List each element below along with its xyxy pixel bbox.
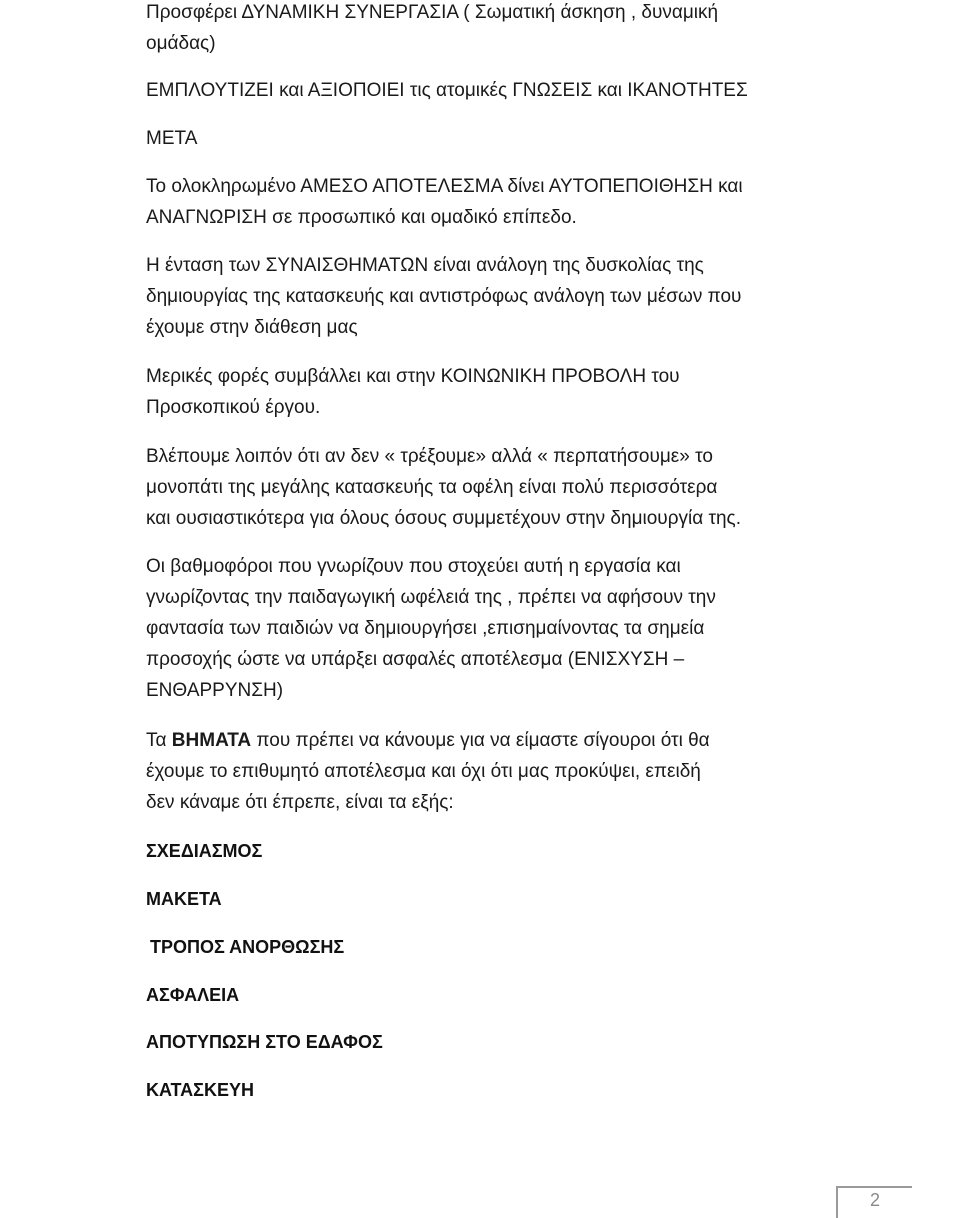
step-heading-safety: ΑΣΦΑΛΕΙΑ xyxy=(146,985,240,1005)
paragraph-immediate-result xyxy=(146,171,946,233)
text-line: Προσφέρει ΔΥΝΑΜΙΚΗ ΣΥΝΕΡΓΑΣΙΑ ( Σωματική άσκηση , δυναμική xyxy=(146,2,719,23)
text-line: προσοχής ώστε να υπάρξει ασφαλές αποτέλεσμα (ΕΝΙΣΧΥΣΗ – xyxy=(146,649,685,670)
text-line: Βλέπουμε λοιπόν ότι αν δεν « τρέξουμε» αλλά « περπατήσουμε» το xyxy=(146,446,713,467)
text-line: ΕΝΘΑΡΡΥΝΣΗ) xyxy=(146,680,284,701)
text-line: Το ολοκληρωμένο ΑΜΕΣΟ ΑΠΟΤΕΛΕΣΜΑ δίνει ΑΥΤΟΠΕΠΟΙΘΗΣΗ και xyxy=(146,176,743,197)
paragraph-dynamic-cooperation xyxy=(146,0,946,59)
text-line: φαντασία των παιδιών να δημιουργήσει ,επισημαίνοντας τα σημεία xyxy=(146,618,705,639)
step-heading-construction: ΚΑΤΑΣΚΕΥΗ xyxy=(146,1080,254,1100)
steps-intro-rest: που πρέπει να κάνουμε για να είμαστε σίγουροι ότι θα xyxy=(251,730,710,751)
step-heading-ground-layout: ΑΠΟΤΥΠΩΣΗ ΣΤΟ ΕΔΑΦΟΣ xyxy=(146,1032,383,1052)
text-line: μονοπάτι της μεγάλης κατασκευής τα οφέλη είναι πολύ περισσότερα xyxy=(146,477,718,498)
page-number-box xyxy=(836,1186,912,1218)
step-heading-design: ΣΧΕΔΙΑΣΜΟΣ xyxy=(146,841,263,861)
paragraph-social-projection xyxy=(146,361,946,423)
text-line: δεν κάναμε ότι έπρεπε, είναι τα εξής: xyxy=(146,792,454,813)
step-heading-model: ΜΑΚΕΤΑ xyxy=(146,889,222,909)
steps-intro-prefix: Τα xyxy=(146,730,172,751)
paragraph-emotions-intensity xyxy=(146,250,946,343)
text-line: Μερικές φορές συμβάλλει και στην ΚΟΙΝΩΝΙΚΗ ΠΡΟΒΟΛΗ του xyxy=(146,366,680,387)
text-line: έχουμε το επιθυμητό αποτέλεσμα και όχι ότι μας προκύψει, επειδή xyxy=(146,761,701,782)
steps-bold-word: ΒΗΜΑΤΑ xyxy=(171,730,252,751)
text-line: γνωρίζοντας την παιδαγωγική ωφέλειά της , πρέπει να αφήσουν την xyxy=(146,587,716,608)
paragraph-walk-the-path xyxy=(146,441,946,534)
text-line: Προσκοπικού έργου. xyxy=(146,397,321,418)
paragraph-leaders-guidance xyxy=(146,551,946,706)
text-line xyxy=(146,725,946,756)
paragraph-steps-intro xyxy=(146,725,946,818)
text-line: και ουσιαστικότερα για όλους όσους συμμετέχουν στην δημιουργία της. xyxy=(146,508,741,529)
text-line: έχουμε στην διάθεση μας xyxy=(146,317,358,338)
text-line: ΕΜΠΛΟΥΤΙΖΕΙ και ΑΞΙΟΠΟΙΕΙ τις ατομικές ΓΝΩΣΕΙΣ και ΙΚΑΝΟΤΗΤΕΣ xyxy=(146,80,748,101)
text-line: ΑΝΑΓΝΩΡΙΣΗ σε προσωπικό και ομαδικό επίπεδο. xyxy=(146,207,577,228)
text-line: δημιουργίας της κατασκευής και αντιστρόφως ανάλογη των μέσων που xyxy=(146,286,742,307)
text-line: ΜΕΤΑ xyxy=(146,128,198,149)
paragraph-enrich-knowledge xyxy=(146,75,946,106)
step-heading-erection-method: ΤΡΟΠΟΣ ΑΝΟΡΘΩΣΗΣ xyxy=(150,937,345,957)
text-line: Οι βαθμοφόροι που γνωρίζουν που στοχεύει αυτή η εργασία και xyxy=(146,556,681,577)
page-number: 2 xyxy=(869,1190,880,1210)
text-line: Η ένταση των ΣΥΝΑΙΣΘΗΜΑΤΩΝ είναι ανάλογη της δυσκολίας της xyxy=(146,255,704,276)
paragraph-after xyxy=(146,123,946,154)
text-line: ομάδας) xyxy=(146,33,216,54)
